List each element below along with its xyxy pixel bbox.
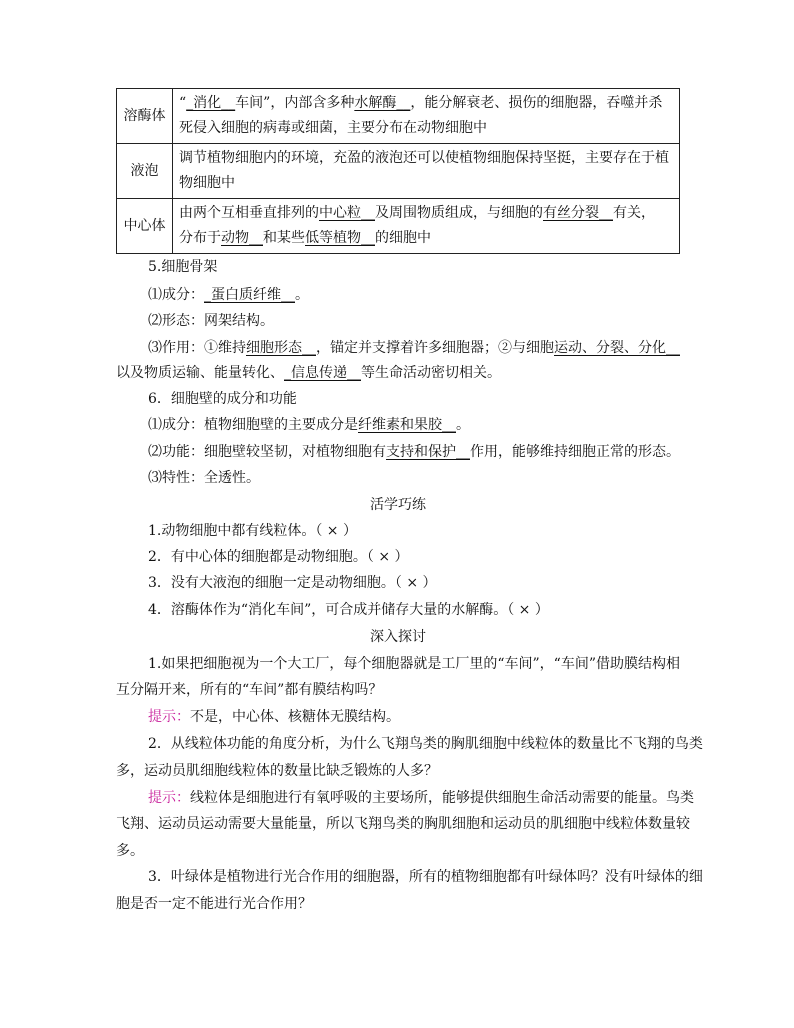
list-item: 4．溶酶体作为“消化车间”，可合成并储存大量的水解酶。（ × ） [148, 602, 549, 618]
organelle-name: 液泡 [117, 144, 173, 199]
paragraph: ⑴成分：植物细胞壁的主要成分是纤维素和果胶__。 [148, 417, 470, 433]
paragraph: ⑵形态：网架结构。 [148, 313, 274, 329]
question-line: 胞是否一定不能进行光合作用？ [116, 896, 312, 912]
hint-label: 提示： [148, 790, 190, 806]
list-item: 1.动物细胞中都有线粒体。（ × ） [148, 523, 357, 539]
answer-blank: _蛋白质纤维__ [204, 287, 295, 303]
hint: 提示：不是，中心体、核糖体无膜结构。 [148, 709, 400, 725]
question-line: 3．叶绿体是植物进行光合作用的细胞器，所有的植物细胞都有叶绿体吗？没有叶绿体的细 [148, 869, 703, 885]
answer-blank: 细胞形态__ [246, 340, 316, 356]
hint: 提示：线粒体是细胞进行有氧呼吸的主要场所，能够提供细胞生命活动需要的能量。鸟类 [148, 790, 694, 806]
description-line: “_消化__车间”，内部含多种水解酶__，能分解衰老、损伤的细胞器，吞噬并杀 [179, 95, 663, 111]
answer-blank: 运动、分裂、分化__ [554, 340, 680, 356]
description-line: 死侵入细胞的病毒或细菌，主要分布在动物细胞中 [179, 120, 487, 136]
hint-label: 提示： [148, 709, 190, 725]
question-line: 1.如果把细胞视为一个大工厂，每个细胞器就是工厂里的“车间”，“车间”借助膜结构相 [148, 656, 680, 672]
answer-blank: 有丝分裂__ [543, 205, 613, 221]
organelle-name: 中心体 [117, 199, 173, 254]
section-title: 活学巧练 [370, 497, 426, 513]
table-row [117, 199, 680, 254]
organelle-name: 溶酶体 [117, 89, 173, 144]
organelle-table [116, 88, 680, 254]
description-line: 物细胞中 [179, 175, 235, 191]
organelle-description [173, 89, 680, 144]
section-heading: 6．细胞壁的成分和功能 [148, 391, 297, 407]
answer-blank: 低等植物__ [305, 230, 375, 246]
paragraph: ⑶特性：全透性。 [148, 470, 260, 486]
question-line: 互分隔开来，所有的“车间”都有膜结构吗？ [116, 682, 383, 698]
hint-line: 多。 [116, 843, 144, 859]
section-title: 深入探讨 [370, 629, 426, 645]
answer-blank: _信息传递__ [284, 365, 361, 381]
description-line: 调节植物细胞内的环境，充盈的液泡还可以使植物细胞保持坚挺，主要存在于植 [179, 150, 669, 166]
organelle-description [173, 199, 680, 254]
list-item: 2．有中心体的细胞都是动物细胞。（ × ） [148, 549, 409, 565]
paragraph: 以及物质运输、能量转化、_信息传递__等生命活动密切相关。 [116, 365, 501, 381]
table-row [117, 89, 680, 144]
question-line: 多，运动员肌细胞线粒体的数量比缺乏锻炼的人多？ [116, 763, 438, 779]
table-row [117, 144, 680, 199]
organelle-description [173, 144, 680, 199]
paragraph: ⑴成分：_蛋白质纤维__。 [148, 287, 309, 303]
answer-blank: 纤维素和果胶__ [358, 417, 456, 433]
description-line: 分布于动物__和某些低等植物__的细胞中 [179, 230, 431, 246]
answer-blank: 中心粒__ [319, 205, 375, 221]
answer-blank: 支持和保护__ [386, 444, 470, 460]
answer-blank: 动物__ [221, 230, 263, 246]
answer-blank: 水解酶__ [354, 95, 411, 111]
hint-line: 飞翔、运动员运动需要大量能量，所以飞翔鸟类的胸肌细胞和运动员的肌细胞中线粒体数量较 [116, 816, 690, 832]
paragraph: ⑵功能：细胞壁较坚韧，对植物细胞有支持和保护__作用，能够维持细胞正常的形态。 [148, 444, 680, 460]
answer-blank: _消化__ [186, 95, 236, 111]
paragraph: ⑶作用：①维持细胞形态__，锚定并支撑着许多细胞器；②与细胞运动、分裂、分化__ [148, 340, 680, 356]
question-line: 2．从线粒体功能的角度分析，为什么飞翔鸟类的胸肌细胞中线粒体的数量比不飞翔的鸟类 [148, 736, 703, 752]
list-item: 3．没有大液泡的细胞一定是动物细胞。（ × ） [148, 575, 437, 591]
description-line: 由两个互相垂直排列的中心粒__及周围物质组成，与细胞的有丝分裂__有关， [179, 205, 655, 221]
section-heading: 5.细胞骨架 [148, 259, 218, 275]
